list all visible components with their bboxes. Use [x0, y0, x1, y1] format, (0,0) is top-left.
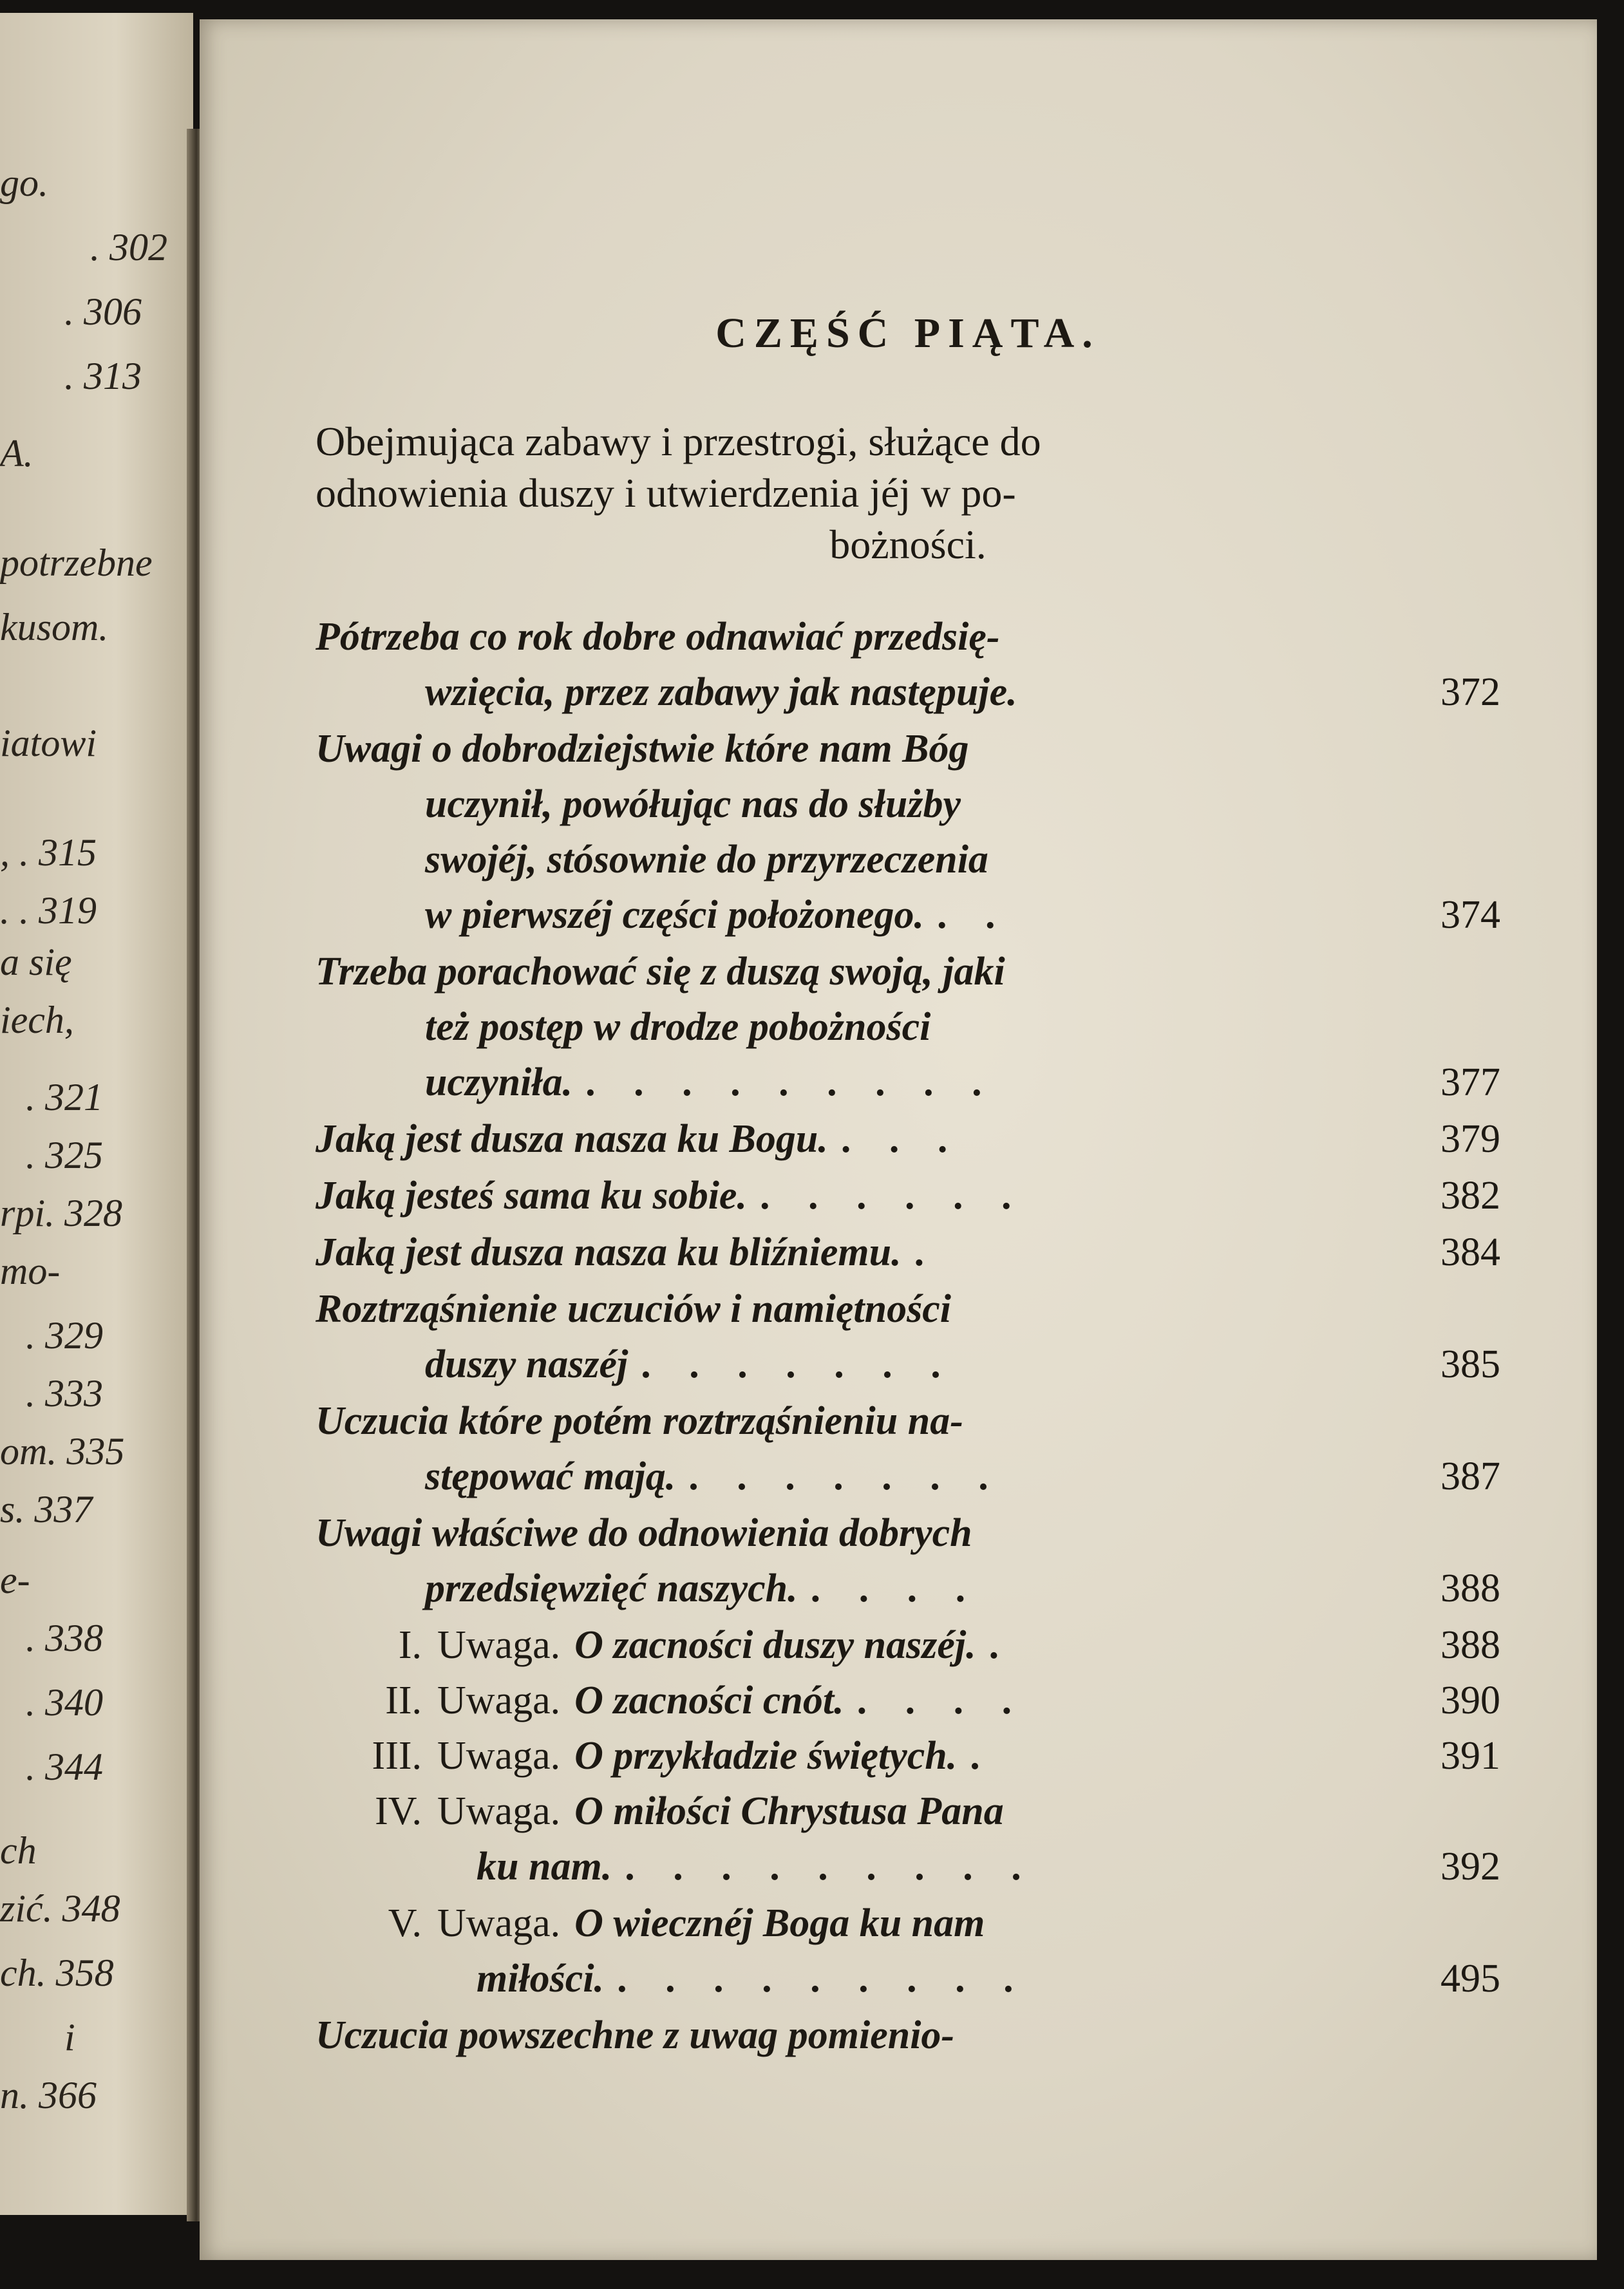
entry-text: uczyniła. — [425, 1060, 573, 1104]
page-number: 385 — [1440, 1342, 1500, 1386]
page-number: 374 — [1440, 893, 1500, 937]
entry-line: swojéj, stósownie do przyrzeczenia — [425, 838, 988, 881]
left-fragment: . 340 — [26, 1681, 103, 1724]
uwaga-label: Uwaga. — [437, 1901, 561, 1945]
toc-entry — [316, 1111, 1500, 1167]
left-fragment: s. 337 — [0, 1488, 93, 1531]
leader-dots: . . . . . . — [759, 1174, 1026, 1218]
part-description — [316, 416, 1500, 570]
left-fragment: . 302 — [90, 226, 167, 268]
toc-entry — [316, 1168, 1500, 1223]
page-number: 390 — [1440, 1679, 1500, 1722]
entry-text: w pierwszéj części położonego. — [425, 893, 924, 937]
left-fragment: . 306 — [64, 290, 142, 333]
uwaga-continuation: miłości. — [477, 1957, 605, 2001]
uwaga-label: Uwaga. — [437, 1734, 561, 1778]
entry-line: Pótrzeba co rok dobre odnawiać przedsię- — [316, 615, 1000, 659]
leader-dots: . . . . — [856, 1679, 1026, 1722]
toc-entry — [316, 1505, 1500, 1616]
leader-dots: . — [970, 1734, 994, 1778]
toc-entries — [316, 609, 1500, 2063]
leader-dots: . . . . — [810, 1567, 980, 1610]
page-number: 377 — [1440, 1060, 1500, 1104]
uwaga-entry — [316, 1728, 1500, 1784]
uwaga-text: O zacności cnót. — [574, 1679, 844, 1722]
uwaga-text: O przykładzie świętych. — [574, 1734, 958, 1778]
page-number: 495 — [1440, 1957, 1500, 2001]
left-fragment: om. 335 — [0, 1430, 125, 1473]
part-title: CZĘŚĆ PIĄTA. — [715, 310, 1100, 357]
leader-dots: . . — [936, 893, 1010, 937]
left-fragment: n. 366 — [0, 2074, 97, 2116]
uwaga-number: II. — [385, 1679, 422, 1722]
entry-text: przedsięwzięć naszych. — [425, 1567, 798, 1610]
uwaga-entry — [316, 1896, 1500, 1951]
description-line: Obejmująca zabawy i przestrogi, służące do — [316, 419, 1041, 464]
page-number: 379 — [1440, 1117, 1500, 1161]
left-fragment: . 333 — [26, 1372, 103, 1415]
leader-dots: . . . . . . . — [688, 1455, 1003, 1498]
page-number: 382 — [1440, 1174, 1500, 1218]
entry-line: Uwagi o dobrodziejstwie które nam Bóg — [316, 727, 969, 771]
uwaga-number: III. — [372, 1734, 422, 1778]
left-page — [0, 13, 193, 2215]
uwaga-number: IV. — [375, 1789, 422, 1833]
left-fragment: i — [64, 2016, 75, 2058]
uwaga-label: Uwaga. — [437, 1623, 561, 1667]
page-content — [316, 309, 1500, 2063]
leader-dots: . . . — [840, 1117, 962, 1161]
left-fragment: iatowi — [0, 722, 97, 764]
page-number: 388 — [1440, 1623, 1500, 1667]
description-line: bożności. — [829, 522, 987, 567]
left-fragment: rpi. 328 — [0, 1192, 123, 1234]
left-fragment: . 329 — [26, 1314, 103, 1357]
left-fragment: mo- — [0, 1250, 61, 1292]
left-fragment: ch. 358 — [0, 1952, 114, 1994]
toc-entry — [316, 944, 1500, 1110]
entry-text: stępować mają. — [425, 1455, 676, 1498]
entry-text: duszy naszéj — [425, 1342, 628, 1386]
page-number: 391 — [1440, 1734, 1500, 1778]
left-fragment: iech, — [0, 999, 74, 1041]
entry-line: Uwagi właściwe do odnowienia dobrych — [316, 1511, 972, 1555]
leader-dots: . . . . . . . . . — [625, 1845, 1035, 1889]
uwaga-entry — [316, 1784, 1500, 1839]
entry-line: Roztrząśnienie uczuciów i namiętności — [316, 1287, 952, 1331]
entry-line: Trzeba porachować się z duszą swoją, jaki — [316, 950, 1005, 994]
page-number: 384 — [1440, 1230, 1500, 1274]
toc-entry — [316, 1393, 1500, 1504]
uwaga-number: I. — [398, 1623, 422, 1667]
entry-text: Jaką jest dusza nasza ku Bogu. — [316, 1117, 828, 1161]
uwaga-label: Uwaga. — [437, 1679, 561, 1722]
leader-dots: . . . . . . . . . — [617, 1957, 1028, 2001]
page-number: 392 — [1440, 1845, 1500, 1889]
left-fragment: zić. 348 — [0, 1887, 120, 1930]
left-fragment: . . 319 — [0, 889, 97, 932]
leader-dots: . — [914, 1230, 939, 1274]
toc-entry — [316, 1281, 1500, 1392]
final-line: Uczucia powszechne z uwag pomienio- — [316, 2013, 955, 2057]
uwaga-number: V. — [388, 1901, 422, 1945]
right-page — [200, 19, 1597, 2260]
uwaga-entry — [316, 1673, 1500, 1728]
left-fragment: . 344 — [26, 1746, 103, 1788]
description-line: odnowienia duszy i utwierdzenia jéj w po- — [316, 470, 1016, 516]
toc-entry — [316, 1225, 1500, 1280]
left-fragment: potrzebne — [0, 542, 153, 584]
page-number: 372 — [1440, 670, 1500, 714]
left-fragment: ch — [0, 1829, 37, 1872]
page-number: 387 — [1440, 1455, 1500, 1498]
uwaga-text: O miłości Chrystusa Pana — [574, 1789, 1004, 1833]
entry-line: Uczucia które potém roztrząśnieniu na- — [316, 1399, 963, 1443]
entry-line: też postęp w drodze pobożności — [425, 1005, 931, 1049]
leader-dots: . — [988, 1623, 1014, 1667]
entry-text: Jaką jest dusza nasza ku bliźniemu. — [316, 1230, 902, 1274]
left-fragment: kusom. — [0, 606, 109, 648]
left-fragment: . 313 — [64, 355, 142, 397]
left-fragment: e- — [0, 1559, 30, 1601]
entry-text: wzięcia, przez zabawy jak następuje. — [425, 670, 1017, 714]
uwaga-entry — [316, 1617, 1500, 1673]
left-fragment: . 338 — [26, 1617, 103, 1659]
uwaga-text: O wiecznéj Boga ku nam — [574, 1901, 985, 1945]
leader-dots: . . . . . . . . . — [585, 1060, 996, 1104]
left-fragment: go. — [0, 162, 48, 204]
uwaga-continuation: ku nam. — [477, 1845, 612, 1889]
page-number: 388 — [1440, 1567, 1500, 1610]
entry-text: Jaką jesteś sama ku sobie. — [316, 1174, 747, 1218]
left-fragment: . 325 — [26, 1134, 103, 1176]
left-fragment: . 321 — [26, 1076, 103, 1118]
uwaga-text: O zacności duszy naszéj. — [574, 1623, 976, 1667]
left-fragment: a się — [0, 941, 72, 983]
toc-entry — [316, 609, 1500, 720]
left-fragment: A. — [0, 432, 33, 475]
toc-entry — [316, 721, 1500, 943]
entry-line: uczynił, powółując nas do służby — [425, 782, 961, 826]
uwaga-label: Uwaga. — [437, 1789, 561, 1833]
left-fragment: , . 315 — [0, 831, 97, 874]
leader-dots: . . . . . . . — [641, 1342, 955, 1386]
